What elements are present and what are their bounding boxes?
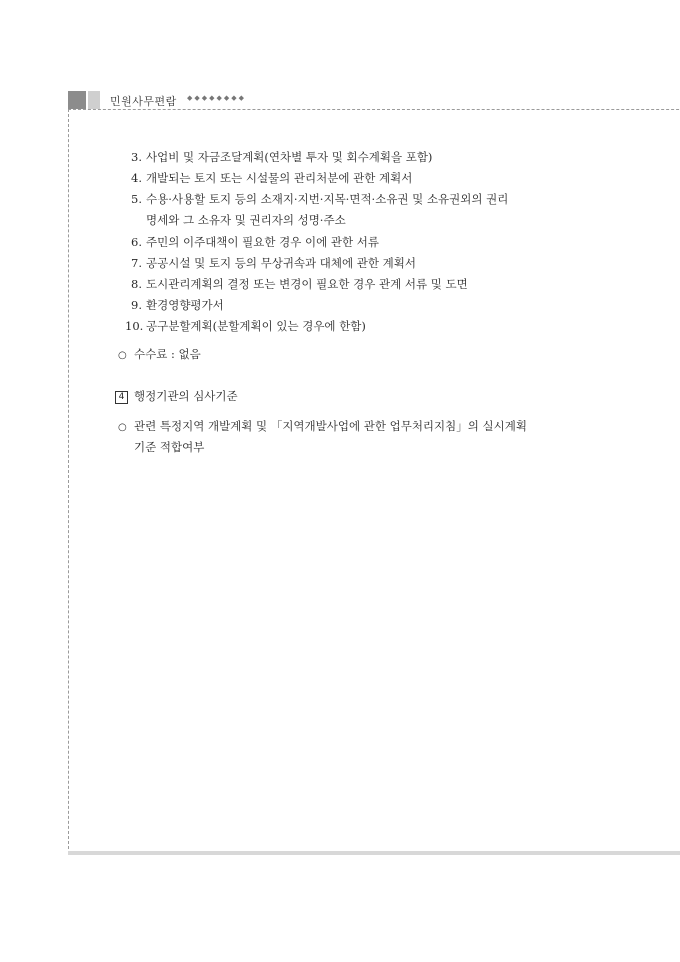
list-item-text: 수용·사용할 토지 등의 소재지·지번·지목·면적·소유권 및 소유권외의 권리 [146, 192, 509, 206]
list-item-text: 사업비 및 자금조달계획(연차별 투자 및 회수계획을 포함) [146, 150, 433, 164]
header-dots: ◆◆◆◆◆◆◆◆ [187, 94, 247, 102]
list-item-text: 공구분할계획(분할계획이 있는 경우에 한함) [146, 319, 366, 333]
criteria-text: 관련 특정지역 개발계획 및 「지역개발사업에 관한 업무처리지침」의 실시계획 [134, 419, 527, 433]
list-item-text: 명세와 그 소유자 및 권리자의 성명·주소 [146, 213, 346, 227]
list-item-5 [131, 191, 508, 207]
list-item-6 [131, 234, 379, 250]
list-item-text: 주민의 이주대책이 필요한 경우 이에 관한 서류 [146, 235, 380, 249]
list-item-9 [131, 297, 224, 313]
list-item-number: 4. [131, 171, 142, 185]
list-item-number: 3. [131, 150, 142, 164]
section-title: 행정기관의 심사기준 [134, 389, 238, 403]
list-item-7 [131, 255, 416, 271]
list-item-number: 5. [131, 192, 142, 206]
list-item-text: 공공시설 및 토지 등의 무상귀속과 대체에 관한 계획서 [146, 256, 416, 270]
criteria-line-1 [118, 418, 527, 434]
list-item-number: 9. [131, 298, 142, 312]
list-item-3 [131, 149, 432, 165]
header-bar-light [88, 91, 100, 109]
list-item-10 [125, 318, 366, 334]
list-item-4 [131, 170, 412, 186]
section-number-box: 4 [115, 391, 128, 404]
circle-bullet-icon: ○ [118, 422, 127, 433]
list-item-text: 개발되는 토지 또는 시설물의 관리처분에 관한 계획서 [146, 171, 413, 185]
circle-bullet-icon: ○ [118, 350, 127, 361]
section-heading [115, 388, 238, 404]
list-item-number: 10. [125, 319, 144, 333]
list-item-number: 7. [131, 256, 142, 270]
fee-line [118, 346, 201, 362]
list-item-8 [131, 276, 468, 292]
header-bar-dark [68, 91, 86, 109]
list-item-text: 환경영향평가서 [146, 298, 224, 312]
list-item-number: 8. [131, 277, 142, 291]
list-item-number: 6. [131, 235, 142, 249]
header-bars [68, 91, 100, 109]
fee-text: 수수료 : 없음 [134, 347, 201, 361]
bottom-bar [68, 851, 680, 855]
list-item-5-continuation [146, 212, 346, 228]
list-item-text: 도시관리계획의 결정 또는 변경이 필요한 경우 관계 서류 및 도면 [146, 277, 468, 291]
criteria-line-2 [134, 439, 204, 455]
criteria-text-continuation: 기준 적합여부 [134, 440, 205, 454]
header-title: 민원사무편람 [110, 95, 177, 108]
